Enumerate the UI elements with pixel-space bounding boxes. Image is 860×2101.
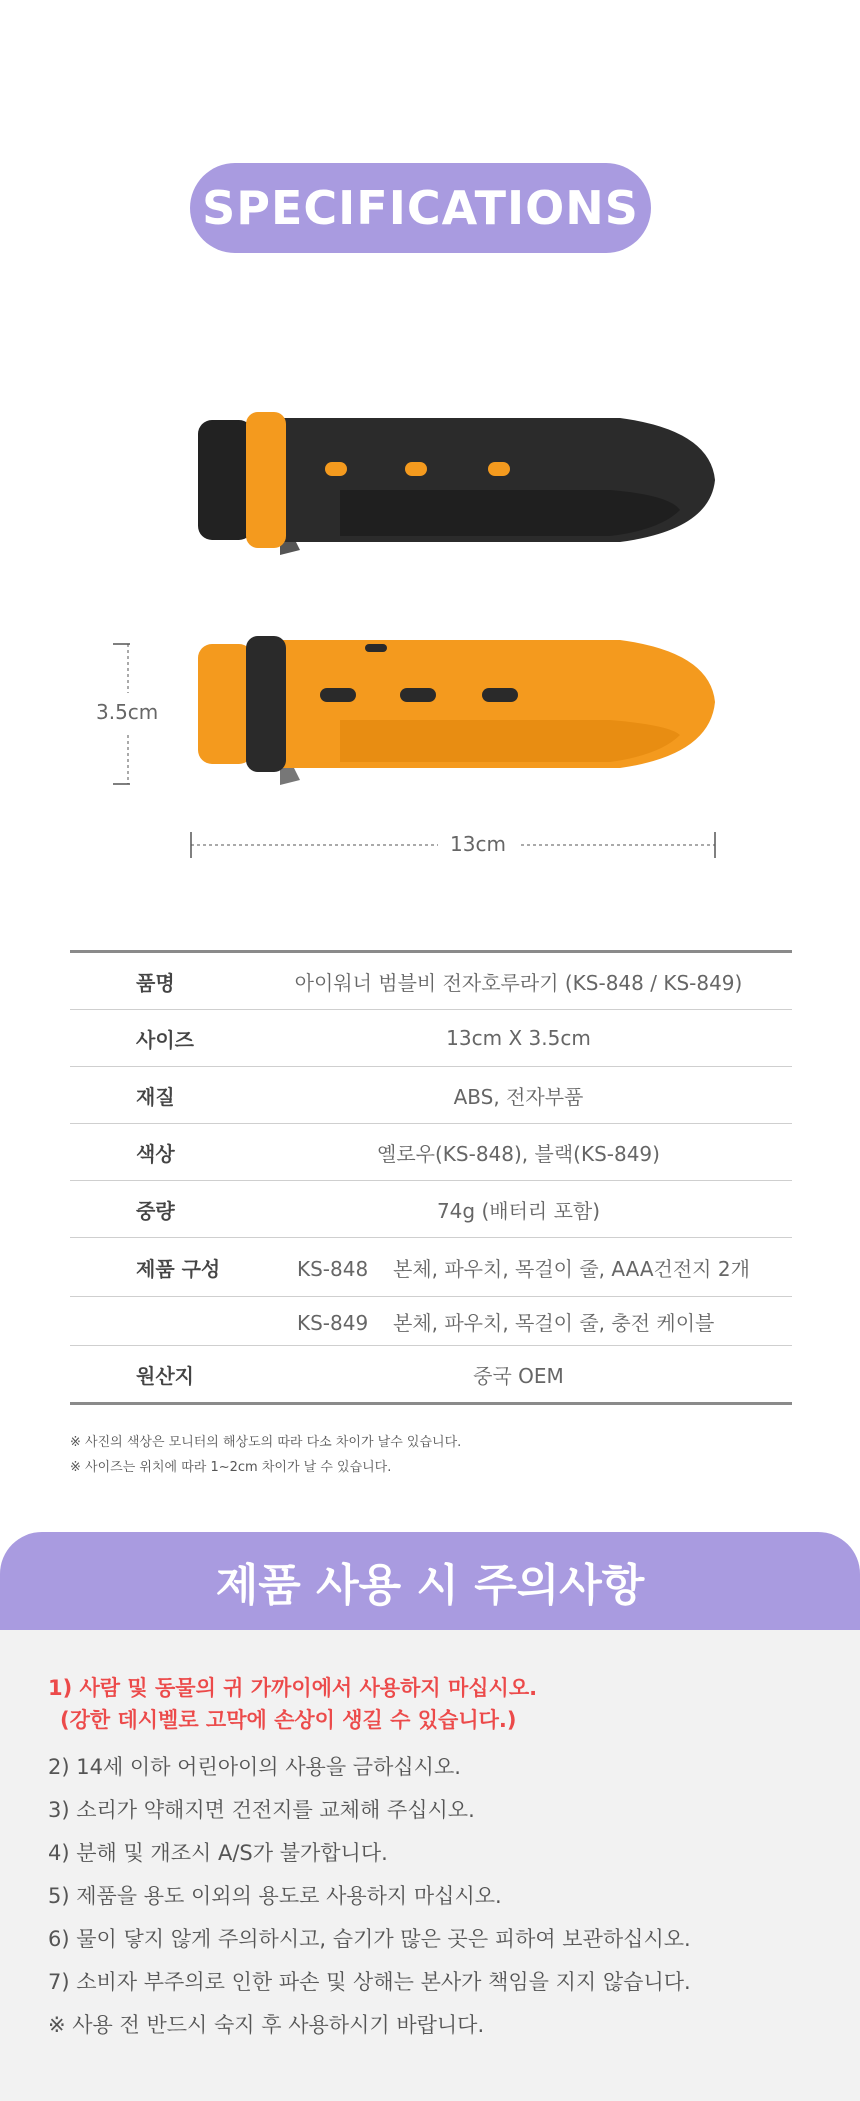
specifications-title: SPECIFICATIONS bbox=[190, 163, 651, 253]
spec-components: 본체, 파우치, 목걸이 줄, AAA건전지 2개 bbox=[393, 1256, 750, 1281]
caution-warning bbox=[48, 1672, 860, 1736]
caution-warning-line: 1) 사람 및 동물의 귀 가까이에서 사용하지 마십시오. bbox=[48, 1676, 538, 1700]
spec-row-components-2 bbox=[70, 1297, 792, 1346]
spec-model: KS-849 bbox=[297, 1310, 369, 1335]
caution-section bbox=[0, 1532, 860, 2101]
spec-row-material bbox=[70, 1067, 792, 1124]
spec-row-color bbox=[70, 1124, 792, 1181]
spec-table bbox=[70, 950, 792, 1405]
spec-value: 74g (배터리 포함) bbox=[436, 1198, 601, 1223]
caution-item: 5) 제품을 용도 이외의 용도로 사용하지 마십시오. bbox=[48, 1884, 502, 1908]
spec-value bbox=[281, 1253, 792, 1282]
spec-value: 옐로우(KS-848), 블랙(KS-849) bbox=[377, 1141, 660, 1166]
product-image-orange bbox=[190, 630, 730, 790]
spec-row-weight bbox=[70, 1181, 792, 1238]
caution-item: 3) 소리가 약해지면 건전지를 교체해 주십시오. bbox=[48, 1798, 475, 1822]
notes bbox=[70, 1430, 461, 1480]
spec-label: 품명 bbox=[136, 970, 175, 995]
spec-value: 아이워너 범블비 전자호루라기 (KS-848 / KS-849) bbox=[294, 970, 743, 995]
spec-label: 중량 bbox=[136, 1198, 175, 1223]
caution-item: 4) 분해 및 개조시 A/S가 불가합니다. bbox=[48, 1841, 388, 1865]
spec-label: 재질 bbox=[136, 1084, 175, 1109]
caution-item: 6) 물이 닿지 않게 주의하시고, 습기가 많은 곳은 피하여 보관하십시오. bbox=[48, 1927, 691, 1951]
caution-item: 7) 소비자 부주의로 인한 파손 및 상해는 본사가 책임을 지지 않습니다. bbox=[48, 1970, 691, 1994]
product-image-black bbox=[190, 400, 730, 560]
caution-item: ※ 사용 전 반드시 숙지 후 사용하시기 바랍니다. bbox=[48, 2013, 485, 2037]
spec-label: 색상 bbox=[136, 1141, 175, 1166]
caution-title: 제품 사용 시 주의사항 bbox=[0, 1532, 860, 1630]
caution-list bbox=[0, 1630, 860, 2047]
caution-warning-line: (강한 데시벨로 고막에 손상이 생길 수 있습니다.) bbox=[60, 1708, 517, 1732]
spec-model: KS-848 bbox=[297, 1256, 369, 1281]
spec-label: 사이즈 bbox=[136, 1027, 194, 1052]
note-item: ※ 사이즈는 위치에 따라 1~2cm 차이가 날 수 있습니다. bbox=[70, 1460, 392, 1475]
spec-row-size bbox=[70, 1010, 792, 1067]
spec-row-components-1 bbox=[70, 1238, 792, 1297]
spec-value bbox=[281, 1307, 792, 1336]
spec-components: 본체, 파우치, 목걸이 줄, 충전 케이블 bbox=[393, 1310, 715, 1335]
width-label: 13cm bbox=[438, 832, 518, 856]
spec-value: ABS, 전자부품 bbox=[453, 1084, 584, 1109]
spec-row-origin bbox=[70, 1346, 792, 1405]
note-item: ※ 사진의 색상은 모니터의 해상도의 따라 다소 차이가 날수 있습니다. bbox=[70, 1435, 462, 1450]
caution-item: 2) 14세 이하 어린아이의 사용을 금하십시오. bbox=[48, 1755, 461, 1779]
spec-label: 원산지 bbox=[136, 1363, 194, 1388]
height-label: 3.5cm bbox=[96, 700, 159, 724]
spec-value: 13cm X 3.5cm bbox=[446, 1026, 591, 1050]
spec-label: 제품 구성 bbox=[136, 1256, 221, 1281]
spec-value: 중국 OEM bbox=[473, 1363, 564, 1388]
spec-row-name bbox=[70, 950, 792, 1010]
